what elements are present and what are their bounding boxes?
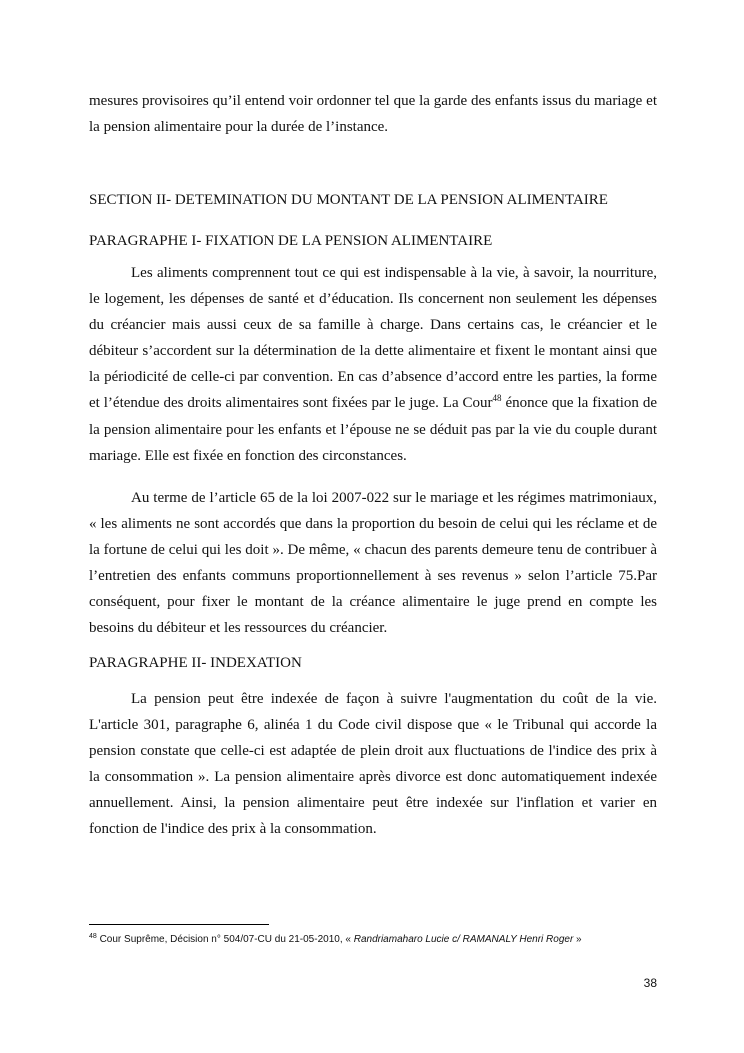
paragraph-1-title: PARAGRAPHE I- FIXATION DE LA PENSION ALIMENTAIRE (89, 233, 493, 249)
footnote-case-name: Randriamaharo Lucie c/ RAMANALY Henri Roger (353, 934, 574, 945)
footnote-number: 48 (89, 933, 97, 940)
paragraph-1-text-before-note: Les aliments comprennent tout ce qui est indispensable à la vie, à savoir, la nourriture, le logement, les dépenses de santé et d’éducation. Ils concernent non seulement les dépenses du créancier mais aussi ceux de sa famille à charge. Dans certains cas, le créancier et le débiteur s’accordent sur la détermination de la dette alimentaire et fixent le montant ainsi que la périodicité de celle-ci par convention. En cas d’absence d’accord entre les parties, la forme et l’étendue des droits alimentaires sont fixées par le juge. La Cour (89, 265, 657, 412)
paragraph-2-body: La pension peut être indexée de façon à suivre l'augmentation du coût de la vie. L'article 301, paragraphe 6, alinéa 1 du Code civil dispose que « le Tribunal qui accorde la pension constate que celle-ci est adaptée de plein droit aux fluctuations de l'indice des prix à la consommation ». La pension alimentaire après divorce est donc automatiquement indexée annuellement. Ainsi, la pension alimentaire peut être indexée sur l'inflation et varier en fonction de l'indice des prix à la consommation. (89, 691, 657, 838)
paragraph-2-title: PARAGRAPHE II- INDEXATION (89, 655, 302, 671)
footnote-divider (89, 924, 269, 925)
section-title: SECTION II- DETEMINATION DU MONTANT DE LA PENSION ALIMENTAIRE (89, 192, 608, 208)
continuation-paragraph: mesures provisoires qu’il entend voir ordonner tel que la garde des enfants issus du mariage et la pension alimentaire pour la durée de l’instance. (89, 93, 657, 136)
page-number: 38 (643, 976, 657, 990)
footnote-reference[interactable]: 48 (492, 393, 502, 404)
footnote (89, 933, 689, 947)
footnote-text: Cour Suprême, Décision n° 504/07-CU du 21-05-2010, « (96, 934, 354, 945)
paragraph-1-body (89, 260, 657, 469)
footnote-text-end: » (573, 934, 582, 945)
paragraph-1-text-after-note: énonce que la fixation de la pension alimentaire pour les enfants et l’épouse ne se déduit pas par la vie du couple durant mariage. Elle est fixée en fonction des circonstances. (89, 395, 657, 464)
paragraph-1-body-2: Au terme de l’article 65 de la loi 2007-022 sur le mariage et les régimes matrimoniaux, « les aliments ne sont accordés que dans la proportion du besoin de celui qui les réclame et de la fortune de celui qui les doit ». De même, « chacun des parents demeure tenu de contribuer à l’entretien des enfants communs proportionnellement à ses revenus » selon l’article 75.Par conséquent, pour fixer le montant de la créance alimentaire le juge prend en compte les besoins du débiteur et les ressources du créancier. (89, 490, 657, 637)
